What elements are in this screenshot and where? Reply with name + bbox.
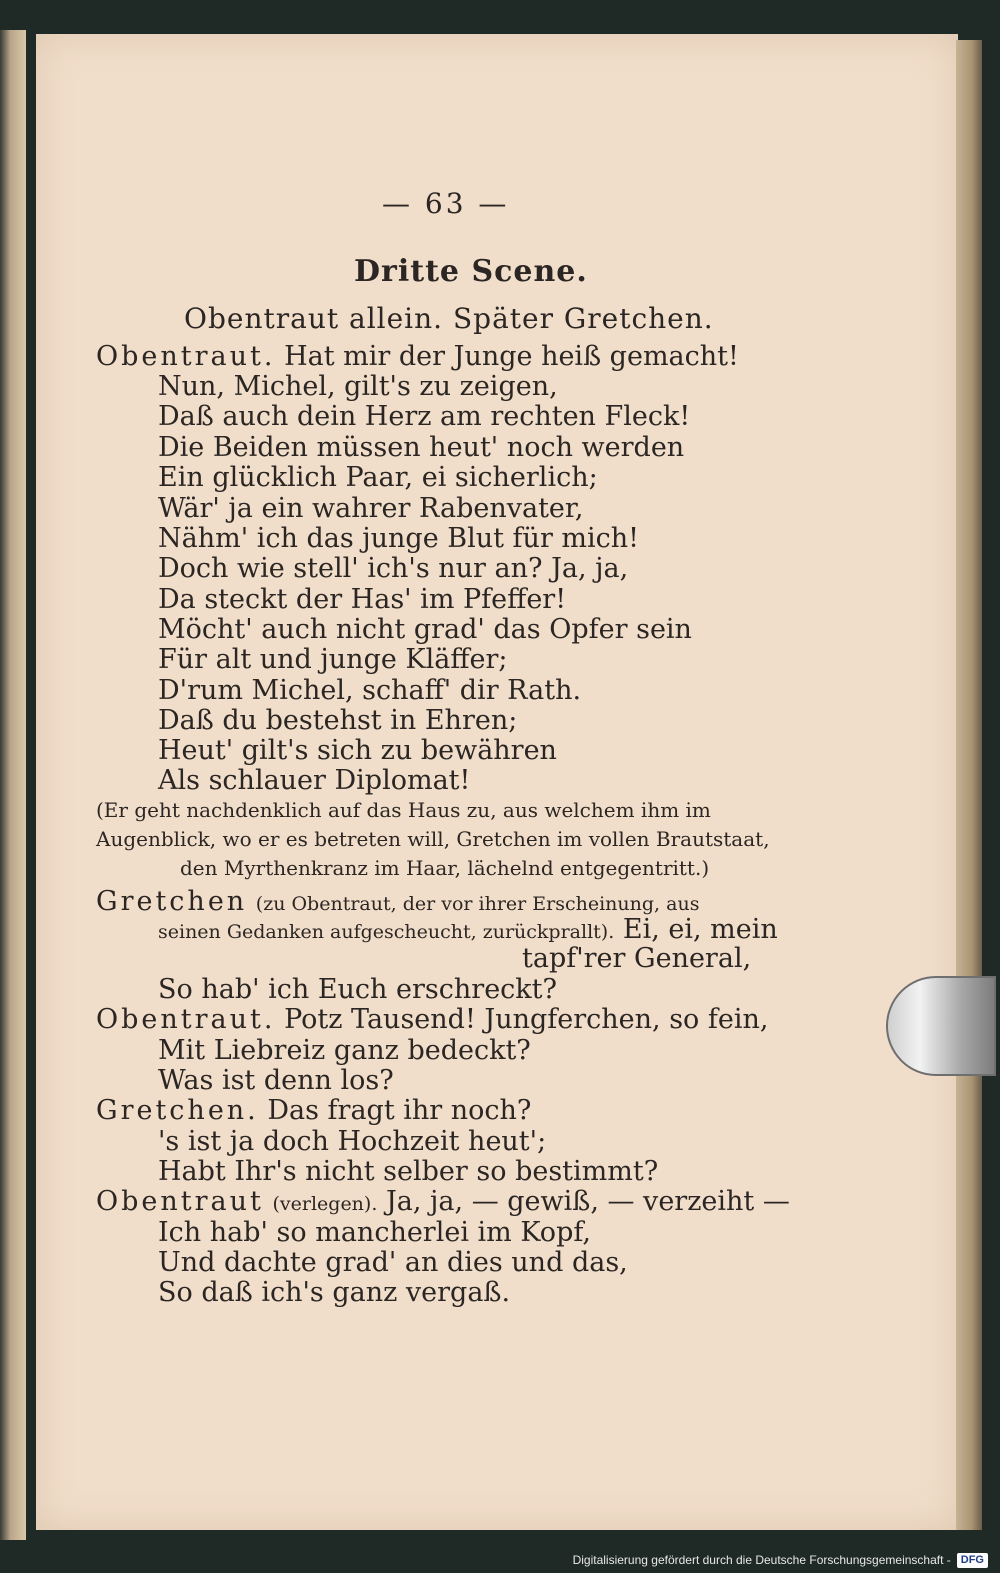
- scene-subtitle: Obentraut allein. Später Gretchen.: [184, 302, 714, 335]
- text-line: [96, 1097, 531, 1124]
- dfg-logo: DFG: [957, 1553, 988, 1568]
- speaker-name: Gretchen: [96, 886, 248, 917]
- right-page-edge: [956, 40, 982, 1530]
- verse-line: Ich hab' so mancherlei im Kopf,: [158, 1217, 591, 1248]
- verse-line: Wär' ja ein wahrer Rabenvater,: [158, 493, 584, 524]
- verse-line: Nähm' ich das junge Blut für mich!: [158, 523, 640, 554]
- speaker-name: Gretchen.: [96, 1095, 259, 1126]
- verse-line: tapf'rer General,: [522, 943, 752, 974]
- page-number: — 63 —: [382, 187, 510, 220]
- speaker-name: Obentraut.: [96, 341, 276, 372]
- text-line: [96, 1006, 768, 1033]
- verse-line: So daß ich's ganz vergaß.: [158, 1277, 511, 1308]
- verse-line: Möcht' auch nicht grad' das Opfer sein: [158, 614, 692, 645]
- speaker-name: Obentraut: [96, 1186, 264, 1217]
- verse-line: So hab' ich Euch erschreckt?: [158, 974, 557, 1005]
- text-line: [96, 1188, 790, 1215]
- stage-direction: Augenblick, wo er es betreten will, Gretchen im vollen Brautstaat,: [96, 827, 770, 851]
- stage-direction: (Er geht nachdenklich auf das Haus zu, aus welchem ihm im: [96, 798, 711, 822]
- verse-text: Ja, ja, — gewiß, — verzeiht —: [385, 1186, 790, 1217]
- verse-text: Das fragt ihr noch?: [267, 1095, 532, 1126]
- stage-direction: den Myrthenkranz im Haar, lächelnd entgegentritt.): [180, 856, 710, 880]
- scene-title: Dritte Scene.: [354, 254, 588, 289]
- verse-line: Habt Ihr's nicht selber so bestimmt?: [158, 1156, 659, 1187]
- verse-line: Daß auch dein Herz am rechten Fleck!: [158, 401, 691, 432]
- verse-line: Daß du bestehst in Ehren;: [158, 705, 518, 736]
- verse-text: Potz Tausend! Jungferchen, so fein,: [284, 1004, 769, 1035]
- verse-line: Ein glücklich Paar, ei sicherlich;: [158, 462, 598, 493]
- stage-direction: seinen Gedanken aufgescheucht, zurückprallt).: [158, 921, 615, 943]
- text-line: [158, 916, 778, 943]
- verse-line: Heut' gilt's sich zu bewähren: [158, 735, 557, 766]
- verse-line: Nun, Michel, gilt's zu zeigen,: [158, 371, 558, 402]
- text-line: [96, 888, 699, 915]
- verse-line: Und dachte grad' an dies und das,: [158, 1247, 628, 1278]
- stage-direction: (zu Obentraut, der vor ihrer Erscheinung, aus: [255, 893, 700, 915]
- verse-line: 's ist ja doch Hochzeit heut';: [158, 1126, 547, 1157]
- paper-clip: [886, 976, 996, 1076]
- verse-line: Was ist denn los?: [158, 1065, 394, 1096]
- verse-text: Hat mir der Junge heiß gemacht!: [284, 341, 739, 372]
- verse-line: Mit Liebreiz ganz bedeckt?: [158, 1035, 531, 1066]
- verse-line: Für alt und junge Kläffer;: [158, 644, 508, 675]
- stage-direction: (verlegen).: [272, 1193, 378, 1215]
- verse-line: Doch wie stell' ich's nur an? Ja, ja,: [158, 553, 629, 584]
- digitization-credit: [573, 1551, 988, 1569]
- speaker-name: Obentraut.: [96, 1004, 276, 1035]
- left-page-edge: [0, 30, 26, 1540]
- credit-text: Digitalisierung gefördert durch die Deutsche Forschungsgemeinschaft -: [572, 1553, 951, 1567]
- verse-text: Ei, ei, mein: [622, 914, 778, 945]
- verse-line: Da steckt der Has' im Pfeffer!: [158, 584, 567, 615]
- verse-line: Die Beiden müssen heut' noch werden: [158, 432, 685, 463]
- verse-line: Als schlauer Diplomat!: [158, 765, 471, 796]
- verse-line: D'rum Michel, schaff' dir Rath.: [158, 675, 582, 706]
- text-line: [96, 343, 739, 370]
